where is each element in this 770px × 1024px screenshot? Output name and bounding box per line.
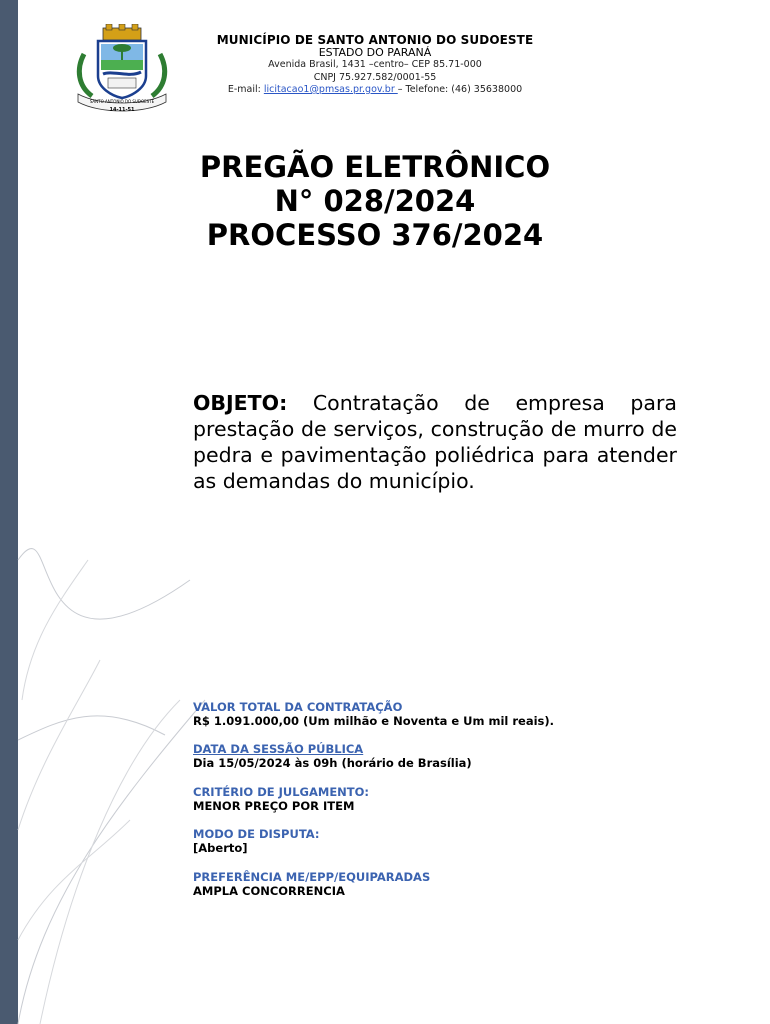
preferencia-value: AMPLA CONCORRENCIA: [193, 884, 345, 898]
criterio-label: CRITÉRIO DE JULGAMENTO:: [193, 785, 370, 799]
address-line: Avenida Brasil, 1431 –centro– CEP 85.71-000: [268, 59, 482, 70]
criterio-value: MENOR PREÇO POR ITEM: [193, 799, 355, 813]
modo-label: MODO DE DISPUTA:: [193, 827, 320, 841]
modo-value: [Aberto]: [193, 841, 248, 855]
objeto-text: Contratação de empresa para prestação de serviços, construção de murro de pedra e pavimentação poliédrica para atender as demandas do município.: [193, 391, 677, 493]
objeto-paragraph: [193, 390, 677, 494]
email-label: E-mail:: [227, 84, 264, 95]
document-title: [150, 150, 600, 252]
data-label: DATA DA SESSÃO PÚBLICA: [193, 742, 364, 756]
letterhead: [180, 34, 570, 97]
objeto-label: OBJETO:: [193, 391, 288, 415]
contact-line: [180, 84, 570, 97]
preferencia-section: [193, 870, 673, 898]
state-name: ESTADO DO PARANÁ: [318, 45, 432, 59]
criterio-section: [193, 785, 673, 813]
title-line-1: PREGÃO ELETRÔNICO: [199, 150, 551, 184]
phone-text: – Telefone: (46) 35638000: [397, 84, 523, 95]
title-line-3: PROCESSO 376/2024: [206, 218, 544, 252]
data-section: [193, 742, 673, 770]
email-link[interactable]: licitacao1@pmsas.pr.gov.br: [263, 84, 398, 95]
municipal-coat-of-arms-logo: [70, 24, 174, 112]
preferencia-label: PREFERÊNCIA ME/EPP/EQUIPARADAS: [193, 870, 431, 884]
municipality-name: MUNICÍPIO DE SANTO ANTONIO DO SUDOESTE: [216, 33, 534, 47]
left-decorative-bar: [0, 0, 18, 1024]
valor-value: R$ 1.091.000,00 (Um milhão e Noventa e Um mil reais).: [193, 714, 554, 728]
modo-section: [193, 827, 673, 855]
data-value: Dia 15/05/2024 às 09h (horário de Brasília): [193, 756, 472, 770]
valor-label: VALOR TOTAL DA CONTRATAÇÃO: [193, 700, 403, 714]
crest-date-text: 14-11-51: [109, 107, 135, 112]
crest-ribbon-text: SANTO ANTONIO DO SUDOESTE: [89, 99, 155, 104]
valor-section: [193, 700, 673, 728]
cnpj-line: CNPJ 75.927.582/0001-55: [313, 71, 437, 83]
title-line-2: N° 028/2024: [274, 184, 476, 218]
